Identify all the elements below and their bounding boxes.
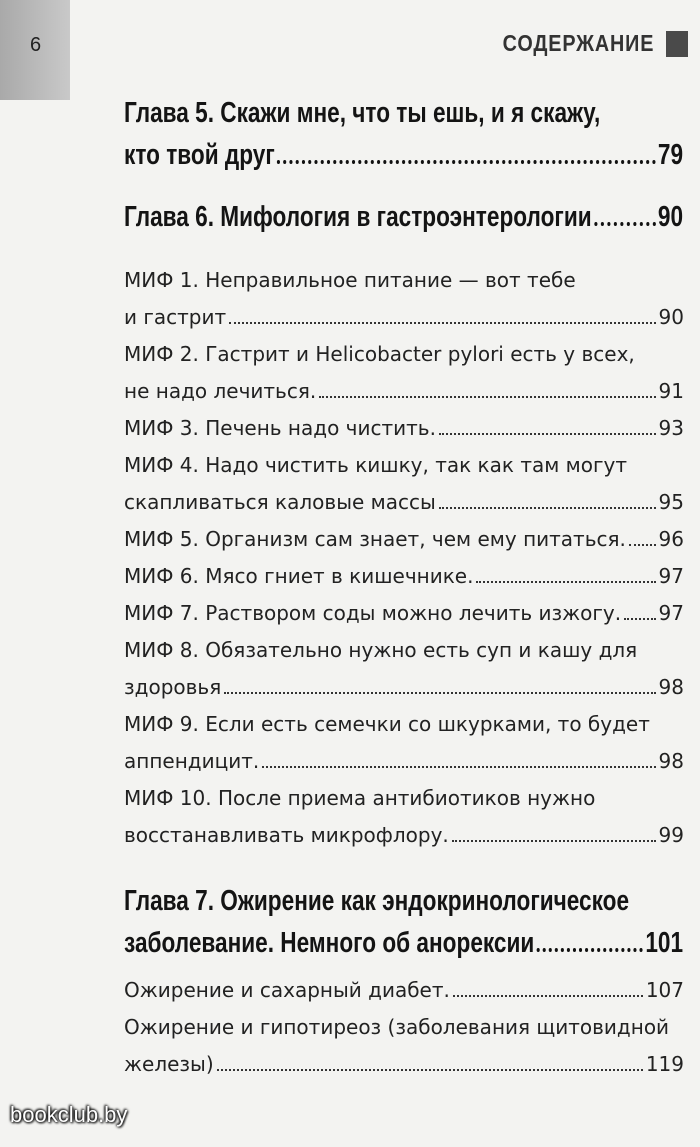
entry-title-tail: железы) xyxy=(124,1052,214,1076)
entry-title: Глава 6. Мифология в гастроэнтерологии xyxy=(124,201,592,233)
entry-title-tail: заболевание. Немного об анорексии xyxy=(124,927,535,959)
entry-title-line: МИФ 9. Если есть семечки со шкурками, то будет xyxy=(124,712,650,736)
page-ref: 79 xyxy=(657,139,684,171)
entry-leader-row xyxy=(124,521,684,558)
entry-leader-row xyxy=(124,196,683,238)
entry-title-line: МИФ 2. Гастрит и Helicobacter pylori есть у всех, xyxy=(124,342,635,366)
dot-leader xyxy=(452,840,656,842)
entry-title-tail: аппендицит. xyxy=(124,749,260,773)
entry-title-tail: не надо лечиться. xyxy=(124,379,317,403)
entry-title: Ожирение и сахарный диабет. xyxy=(124,978,450,1002)
entry-title-line: Глава 5. Скажи мне, что ты ешь, и я скажу, xyxy=(124,97,601,129)
toc-myth-9 xyxy=(124,706,684,780)
entry-leader-row xyxy=(124,373,684,410)
entry-title: МИФ 3. Печень надо чистить. xyxy=(124,416,436,440)
page-ref: 99 xyxy=(658,823,684,847)
table-of-contents xyxy=(124,92,684,1083)
page-ref: 101 xyxy=(645,927,684,959)
dot-leader xyxy=(629,544,656,546)
section-title: СОДЕРЖАНИЕ xyxy=(502,30,654,56)
page-ref: 90 xyxy=(658,305,684,329)
myth-list xyxy=(124,262,684,854)
page-ref: 107 xyxy=(645,978,684,1002)
entry-leader-row xyxy=(124,410,684,447)
running-header xyxy=(478,30,688,57)
page-ref: 90 xyxy=(657,201,684,233)
dot-leader xyxy=(217,1069,643,1071)
dot-leader xyxy=(537,948,643,952)
entry-title-tail: здоровья xyxy=(124,675,222,699)
page-ref: 91 xyxy=(658,379,684,403)
entry-title-line: МИФ 1. Неправильное питание — вот тебе xyxy=(124,268,576,292)
dot-leader xyxy=(319,396,655,398)
page-ref: 97 xyxy=(658,564,684,588)
dot-leader xyxy=(476,581,655,583)
dot-leader xyxy=(277,160,655,164)
site-watermark: bookclub.by xyxy=(10,1102,128,1127)
toc-chapter-6 xyxy=(124,196,684,238)
entry-leader-row xyxy=(124,134,683,176)
page-ref: 119 xyxy=(645,1052,684,1076)
toc-myth-1 xyxy=(124,262,684,336)
header-marker-block xyxy=(666,31,688,57)
toc-section-obesity-hypothyroidism xyxy=(124,1009,684,1083)
chapter-7-sections xyxy=(124,972,684,1083)
dot-leader xyxy=(453,995,643,997)
toc-myth-5 xyxy=(124,521,684,558)
dot-leader xyxy=(439,433,656,435)
entry-leader-row xyxy=(124,817,684,854)
entry-title-line: МИФ 4. Надо чистить кишку, так как там могут xyxy=(124,453,627,477)
entry-leader-row xyxy=(124,669,684,706)
toc-myth-3 xyxy=(124,410,684,447)
dot-leader xyxy=(262,766,655,768)
toc-chapter-7 xyxy=(124,880,684,964)
toc-chapter-5 xyxy=(124,92,684,176)
entry-leader-row xyxy=(124,922,683,964)
entry-title-tail: и гастрит xyxy=(124,305,227,329)
entry-title: МИФ 7. Раствором соды можно лечить изжогу. xyxy=(124,601,622,625)
entry-title-line: МИФ 8. Обязательно нужно есть суп и кашу для xyxy=(124,638,638,662)
entry-leader-row xyxy=(124,558,684,595)
page-ref: 95 xyxy=(658,490,684,514)
toc-section-obesity-diabetes xyxy=(124,972,684,1009)
entry-title-tail: скапливаться каловые массы xyxy=(124,490,436,514)
dot-leader xyxy=(439,507,656,509)
toc-myth-4 xyxy=(124,447,684,521)
entry-leader-row xyxy=(124,1046,684,1083)
entry-leader-row xyxy=(124,595,684,632)
entry-leader-row xyxy=(124,743,684,780)
toc-myth-10 xyxy=(124,780,684,854)
dot-leader xyxy=(594,222,656,226)
entry-title-line: Глава 7. Ожирение как эндокринологическое xyxy=(124,885,630,917)
entry-title-line: МИФ 10. После приема антибиотиков нужно xyxy=(124,786,596,810)
page-ref: 98 xyxy=(658,749,684,773)
page-ref: 97 xyxy=(658,601,684,625)
entry-leader-row xyxy=(124,484,684,521)
dot-leader xyxy=(224,692,655,694)
entry-leader-row xyxy=(124,299,684,336)
entry-title-tail: восстанавливать микрофлору. xyxy=(124,823,449,847)
page-ref: 98 xyxy=(658,675,684,699)
entry-leader-row xyxy=(124,972,684,1009)
entry-title-line: Ожирение и гипотиреоз (заболевания щитовидной xyxy=(124,1015,670,1039)
toc-myth-6 xyxy=(124,558,684,595)
entry-title: МИФ 6. Мясо гниет в кишечнике. xyxy=(124,564,474,588)
toc-myth-2 xyxy=(124,336,684,410)
page-number: 6 xyxy=(30,34,42,56)
entry-title: МИФ 5. Организм сам знает, чем ему питаться. xyxy=(124,527,626,551)
page-ref: 96 xyxy=(658,527,684,551)
entry-title-tail: кто твой друг xyxy=(124,139,275,171)
page-ref: 93 xyxy=(658,416,684,440)
dot-leader xyxy=(229,322,655,324)
dot-leader xyxy=(624,618,655,620)
toc-myth-7 xyxy=(124,595,684,632)
toc-myth-8 xyxy=(124,632,684,706)
